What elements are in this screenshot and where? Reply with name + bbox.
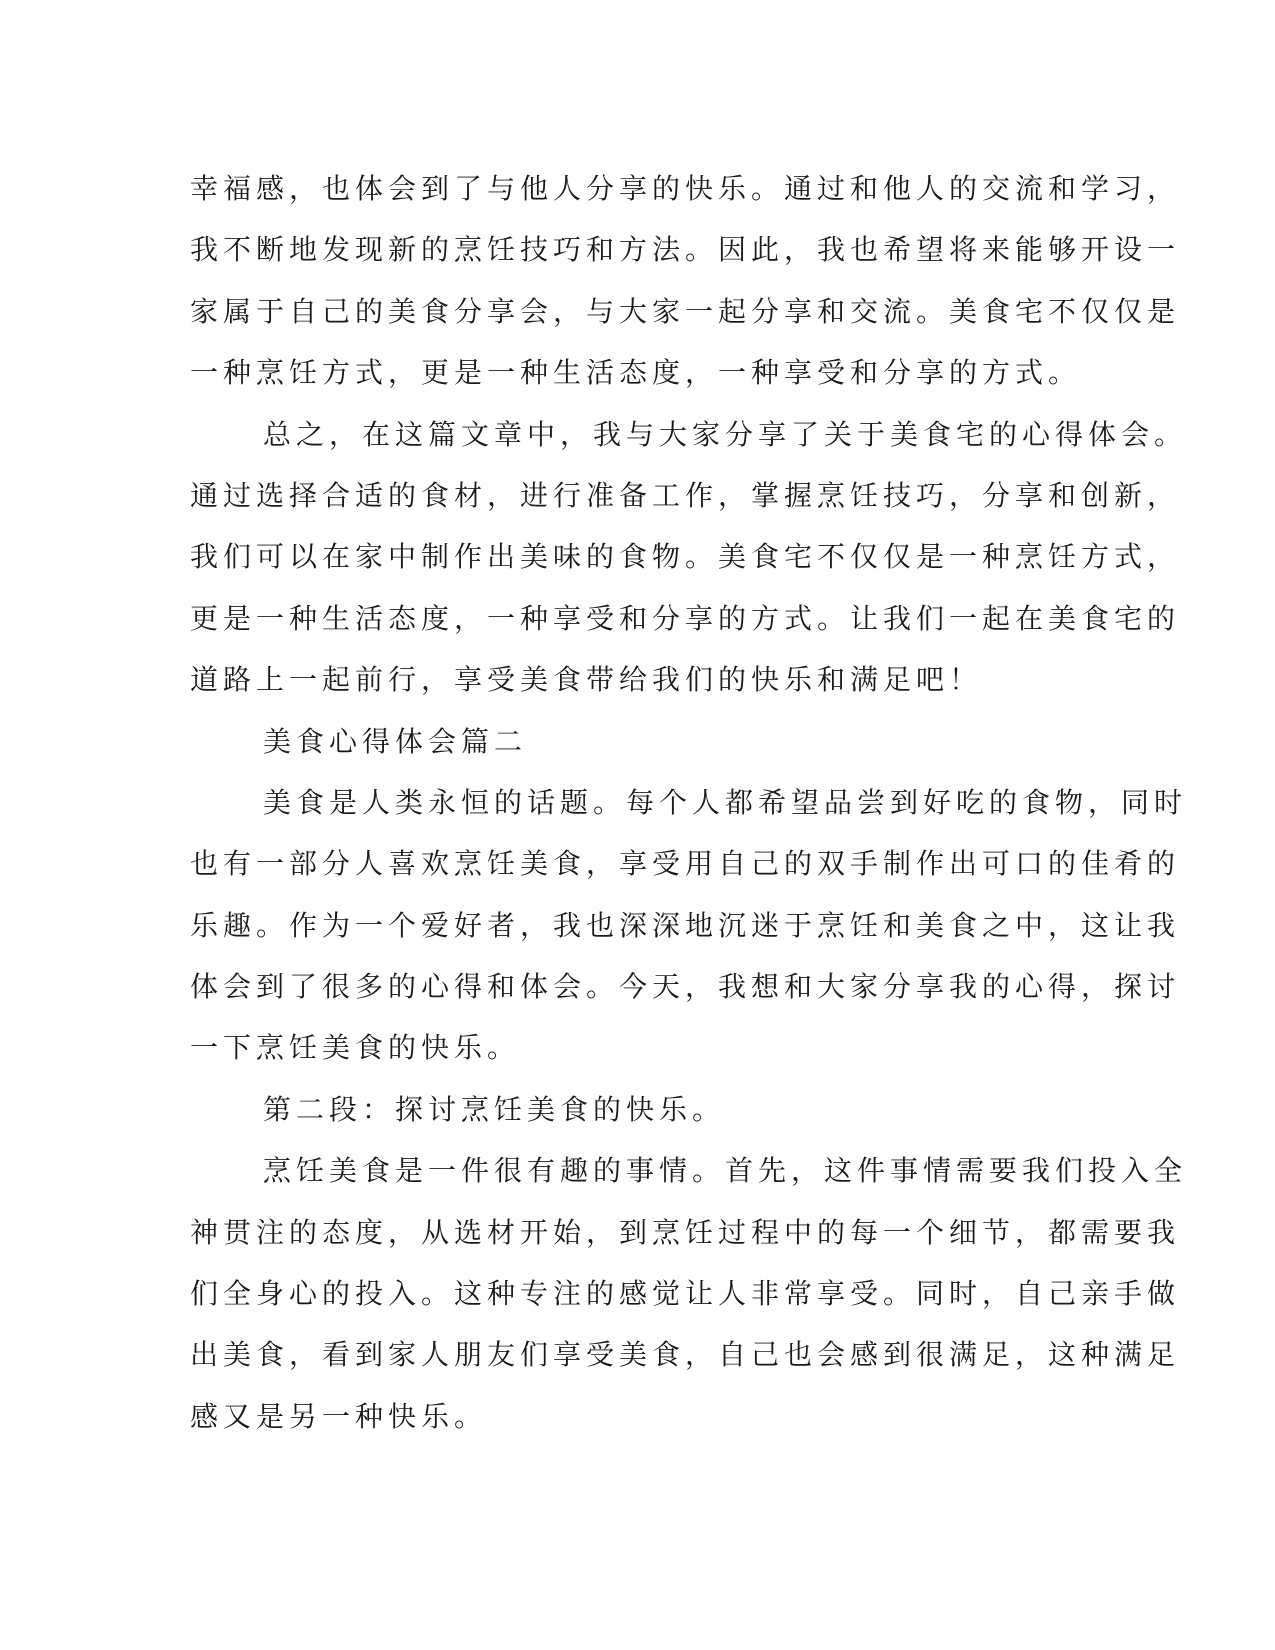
text-line: 道路上一起前行，享受美食带给我们的快乐和满足吧！ [190,663,983,697]
text-line: 一种烹饪方式，更是一种生活态度，一种享受和分享的方式。 [190,356,1082,390]
text-line: 神贯注的态度，从选材开始，到烹饪过程中的每一个细节，都需要我 [190,1215,1181,1249]
text-line: 幸福感，也体会到了与他人分享的快乐。通过和他人的交流和学习， [190,172,1181,205]
text-line: 感又是另一种快乐。 [190,1399,488,1433]
text-line: 乐趣。作为一个爱好者，我也深深地沉迷于烹饪和美食之中，这让我 [190,908,1181,942]
text-line: 一下烹饪美食的快乐。 [190,1031,521,1065]
text-line: 也有一部分人喜欢烹饪美食，享受用自己的双手制作出可口的佳肴的 [190,847,1181,881]
paragraph-first-line: 美食是人类永恒的话题。每个人都希望品尝到好吃的食物，同时 [263,785,1188,819]
text-line: 我不断地发现新的烹饪技巧和方法。因此，我也希望将来能够开设一 [190,233,1181,267]
text-line: 更是一种生活态度，一种享受和分享的方式。让我们一起在美食宅的 [190,601,1181,635]
text-line: 我们可以在家中制作出美味的食物。美食宅不仅仅是一种烹饪方式， [190,540,1181,574]
paragraph-first-line: 总之，在这篇文章中，我与大家分享了关于美食宅的心得体会。 [263,417,1188,451]
text-line: 家属于自己的美食分享会，与大家一起分享和交流。美食宅不仅仅是 [190,294,1181,328]
text-line: 体会到了很多的心得和体会。今天，我想和大家分享我的心得，探讨 [190,970,1181,1004]
text-line: 通过选择合适的食材，进行准备工作，掌握烹饪技巧，分享和创新， [190,478,1181,512]
paragraph-first-line: 烹饪美食是一件很有趣的事情。首先，这件事情需要我们投入全 [263,1154,1188,1188]
section-heading: 美食心得体会篇二 [263,724,528,758]
section-subheading: 第二段：探讨烹饪美食的快乐。 [263,1092,726,1126]
text-line: 们全身心的投入。这种专注的感觉让人非常享受。同时，自己亲手做 [190,1277,1181,1311]
text-line: 出美食，看到家人朋友们享受美食，自己也会感到很满足，这种满足 [190,1338,1181,1372]
document-body [190,158,1188,1447]
